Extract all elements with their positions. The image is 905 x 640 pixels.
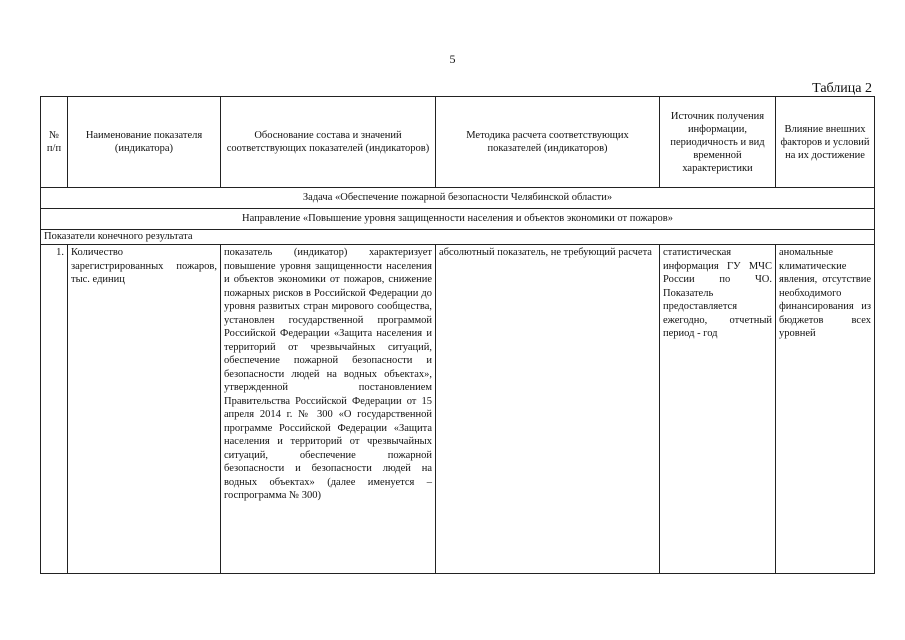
- task-label: Задача «Обеспечение пожарной безопасности Челябинской области»: [41, 188, 875, 209]
- row-method: абсолютный показатель, не требующий расчета: [436, 245, 660, 574]
- header-method: Методика расчета соответствующих показателей (индикаторов): [436, 97, 660, 188]
- page-number: 5: [449, 52, 456, 66]
- task-row: [41, 188, 875, 209]
- row-influence: аномальные климатические явления, отсутствие необходимого финансирования из бюджетов всех уровней: [776, 245, 875, 574]
- table-header-row: [41, 97, 875, 188]
- indicators-table: [40, 96, 875, 574]
- section-label: Показатели конечного результата: [41, 230, 875, 245]
- header-justification: Обоснование состава и значений соответствующих показателей (индикаторов): [221, 97, 436, 188]
- row-justification: показатель (индикатор) характеризует повышение уровня защищенности населения и объектов экономики от пожаров, снижение пожарных рисков в Российской Федерации до уровня развитых стран мирового сообщества, установлен государственной программой Российской Федерации «Защита населения и территорий от чрезвычайных ситуаций, обеспечение пожарной безопасности и безопасности людей на водных объектах», утвержденной постановлением Правительства Российской Федерации от 15 апреля 2014 г. № 300 «О государственной программе Российской Федерации «Защита населения и территорий от чрезвычайных ситуаций, обеспечение пожарной безопасности и безопасности людей на водных объектах» (далее именуется – госпрограмма № 300): [221, 245, 436, 574]
- header-name: Наименование показателя (индикатора): [68, 97, 221, 188]
- direction-label: Направление «Повышение уровня защищенности населения и объектов экономики от пожаров»: [41, 209, 875, 230]
- header-influence: Влияние внешних факторов и условий на их достижение: [776, 97, 875, 188]
- row-source: статистическая информация ГУ МЧС России по ЧО. Показатель предоставляется ежегодно, отчетный период - год: [660, 245, 776, 574]
- header-num: № п/п: [41, 97, 68, 188]
- section-row: [41, 230, 875, 245]
- row-num: 1.: [41, 245, 68, 574]
- direction-row: [41, 209, 875, 230]
- table-label: Таблица 2: [812, 81, 872, 96]
- header-source: Источник получения информации, периодичность и вид временной характеристики: [660, 97, 776, 188]
- row-name: Количество зарегистрированных пожаров, тыс. единиц: [68, 245, 221, 574]
- table-row: [41, 245, 875, 574]
